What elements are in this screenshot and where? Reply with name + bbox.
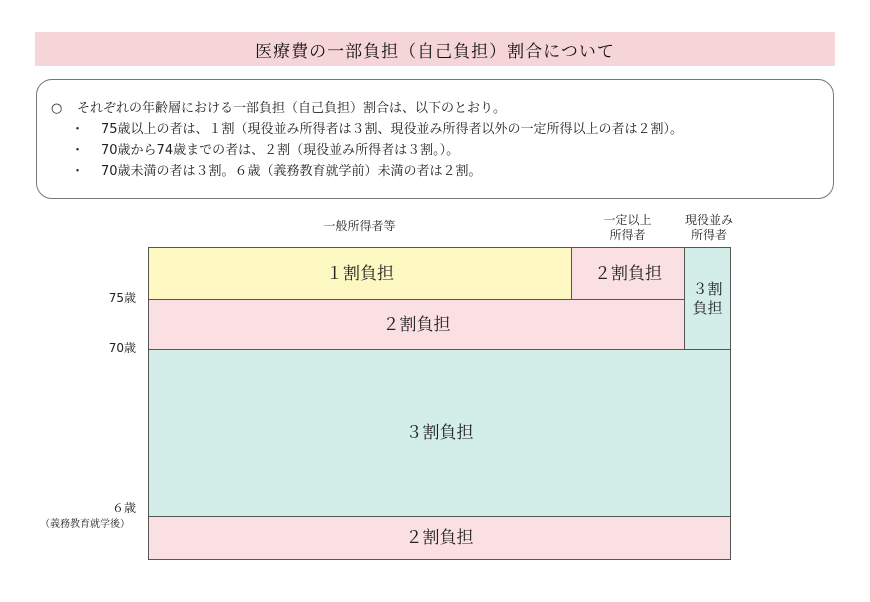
summary-main-text: それぞれの年齢層における一部負担（自己負担）割合は、以下のとおり。 — [77, 101, 507, 116]
block-age6to69 — [148, 349, 731, 517]
column-header-fixed-line2: 所得者 — [609, 228, 646, 242]
column-header-general — [148, 219, 571, 234]
block-age6to69-label: ３割負担 — [405, 423, 474, 443]
age-label-6-note — [40, 515, 130, 530]
block-active-line1: ３割 — [692, 279, 723, 298]
block-active-income — [684, 247, 731, 350]
bullet-marker: ・ — [71, 164, 85, 179]
column-header-fixed-line1: 一定以上 — [603, 213, 652, 227]
circle-marker: ○ — [51, 101, 63, 116]
age-label-75 — [90, 289, 136, 306]
page-title — [35, 32, 835, 66]
block-under6-label: ２割負担 — [405, 528, 474, 548]
column-header-fixed-income — [571, 213, 684, 243]
block-age70to74 — [148, 299, 685, 350]
summary-item-75 — [51, 119, 833, 140]
summary-item-70 — [51, 140, 833, 161]
summary-item-text: 70歳から74歳までの者は、２割（現役並み所得者は３割。）。 — [101, 143, 460, 158]
age-label-75-text: 75歳 — [108, 291, 136, 305]
age-label-6-text: ６歳 — [111, 501, 136, 515]
column-header-active-income — [680, 213, 738, 243]
block-over75-fixed-income — [571, 247, 685, 300]
bullet-marker: ・ — [71, 143, 85, 158]
block-under6 — [148, 516, 731, 560]
age-label-6 — [90, 499, 136, 516]
block-active-line2: 負担 — [692, 298, 723, 317]
page-title-text: 医療費の一部負担（自己負担）割合について — [255, 41, 615, 62]
age-label-70 — [90, 339, 136, 356]
block-over75-general-label: １割負担 — [326, 263, 394, 284]
block-over75-fixed-label: ２割負担 — [594, 263, 662, 284]
summary-item-text: 75歳以上の者は、１割（現役並み所得者は３割、現役並み所得者以外の一定所得以上の者は２割）。 — [101, 122, 684, 137]
age-label-70-text: 70歳 — [108, 341, 136, 355]
block-age70to74-label: ２割負担 — [382, 314, 451, 335]
summary-main — [51, 98, 833, 119]
column-header-active-line1: 現役並み — [684, 213, 733, 227]
bullet-marker: ・ — [71, 122, 85, 137]
age-label-6-note-text: （義務教育就学後） — [40, 519, 130, 530]
summary-item-text: 70歳未満の者は３割。６歳（義務教育就学前）未満の者は２割。 — [101, 164, 482, 179]
summary-box — [36, 79, 834, 199]
block-over75-general — [148, 247, 572, 300]
column-header-general-text: 一般所得者等 — [323, 219, 396, 233]
column-header-active-line2: 所得者 — [690, 228, 727, 242]
summary-item-under70 — [51, 161, 833, 182]
